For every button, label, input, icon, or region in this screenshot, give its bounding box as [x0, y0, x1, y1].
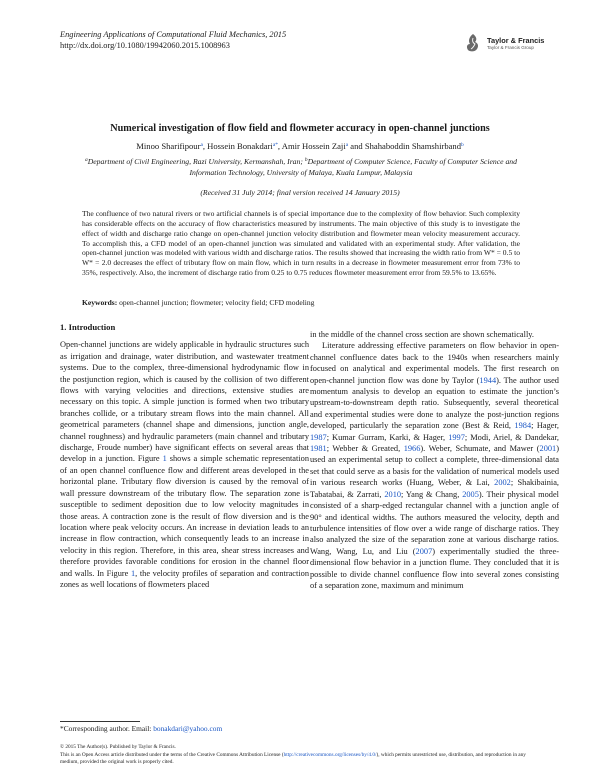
citation-link[interactable]: 1984	[514, 421, 532, 431]
figure-link[interactable]: 1	[162, 454, 167, 464]
taylor-francis-logo-icon	[463, 33, 483, 53]
journal-header	[60, 30, 286, 51]
citation-link[interactable]: 2005	[462, 489, 479, 499]
author-list: Minoo Sharifipour$^a$, Hossein Bonakdari$^{a*}$, Amir Hossein Zaji$^a$ and Shahaboddin Shamshirband$^b$	[136, 141, 464, 151]
abstract: The confluence of two natural rivers or two artificial channels is of special importance due to the complexity of flow behavior. Such complexity has considerable effects on the accuracy of flow characteristics measured by instruments. The main objective of this study is to investigate the effect of width and discharge ratio change on open-channel junction velocity distribution and flowmeter mean velocity measurement accuracy. To accomplish this, a CFD model of an open-channel junction was simulated and validated with an experimental study. After validation, the open-channel junction was modeled with various width and discharge ratios. The results showed that increasing the width ratio from W* = 0.5 to W* = 2.0 decreases the effect of tributary flow on main flow, which in turn results in a decrease in flowmeter measurement error from 73% to 35%, respectively. Also, the increment of discharge ratio from 0.25 to 0.75 reduces flowmeter measurement error from 59.5% to 13.65%.	[82, 209, 520, 278]
citation-link[interactable]: 1944	[479, 375, 497, 385]
publisher-sub: Taylor & Francis Group	[487, 45, 534, 50]
keywords-label: Keywords:	[82, 298, 118, 307]
license-url-link[interactable]: http://creativecommons.org/licenses/by/4.0/	[283, 751, 377, 758]
publisher-name: Taylor & Francis	[487, 36, 545, 45]
publisher-logo	[463, 33, 544, 53]
paper-title: Numerical investigation of flow field and flowmeter accuracy in open-channel junctions	[110, 123, 490, 134]
author-name: Minoo Sharifipour	[136, 141, 201, 151]
citation-link[interactable]: 2001	[539, 444, 557, 454]
doi-link[interactable]: http://dx.doi.org/10.1080/19942060.2015.1008963	[60, 40, 230, 50]
citation-link[interactable]: 2007	[415, 546, 433, 556]
citation-link[interactable]: 1981	[310, 444, 327, 454]
author-name: Amir Hossein Zaji	[281, 141, 346, 151]
literature-paragraph: Literature addressing effective parameters on flow behavior in open-channel confluence dates back to the 1940s when researchers mainly focused on analytical and experimental models. The first research on open-channel junction flow was done by Taylor (1944). The author used momentum analysis to develop an equation to estimate the junction’s upstream-to-downstream depth ratio. Subsequently, several theoretical and experimental studies were done to analyze the post-junction regions developed, particularly the separation zone (Best & Reid, 1984; Hager, 1987; Kumar Gurram, Karki, & Hager, 1997; Modi, Ariel, & Dandekar, 1981; Webber & Greated, 1966). Weber, Schumate, and Mawer (2001) used an experimental setup to collect a complete, three-dimensional data set that could serve as a basis for the validation of numerical models used in various research works (Huang, Weber, & Lai, 2002; Shakibainia, Tabatabai, & Zarrati, 2010; Yang & Chang, 2005). Their physical model consisted of a sharp-edged rectangular channel with a junction angle of 90° and identical widths. The authors measured the velocity, depth and turbulence intensities of flow over a wide range of discharge ratios. They also analyzed the size of the separation zone at various discharge ratios. Wang, Wang, Lu, and Liu (2007) experimentally studied the three-dimensional flow behavior in a junction flume. They concluded that it is possible to divide channel confluence flow into several zones consisting of a separation zone, maximum and minimum	[310, 341, 560, 590]
author-name: Hossein Bonakdari	[207, 141, 273, 151]
keywords	[82, 298, 520, 307]
intro-paragraph: Open-channel junctions are widely applicable in hydraulic structures such as irrigation and drainage, water distribution, and wastewater treatment systems. Due to the complex, three-dimensional hydrodynamic flow in the postjunction region, which is caused by the collision of two different flows with varying velocities and directions, extensive studies are necessary on this topic. A simple junction is formed when two tributary branches collide, or a tributary stream flows into the main channel. All geometrical parameters (channel shape and dimensions, junction angle, channel roughness) and hydraulic parameters (main channel and tributary discharge, Froude number) have significant effects on several areas that develop in a junction. Figure 1 shows a simple schematic representation of an open channel confluence flow and different areas developed in the horizontal plane. Tributary flow diversion is caused by the removal of wall pressure downstream of the tributary flow. The separation zone is susceptible to sediment deposition due to low velocity magnitudes in those areas. A contraction zone is the result of flow diversion and is the location where peak velocity occurs. An increase in deviation leads to an increase in flow contraction, which consequently leads to an increase in velocity in this region. Therefore, in this area, shear stress increases and therefore provides favorable conditions for erosion in the channel floor and walls. In Figure 1, the velocity profiles of separation and contraction zones as well locations of flowmeters placed	[60, 340, 309, 589]
section-heading: 1. Introduction	[60, 322, 116, 332]
author-affil-mark[interactable]: a	[200, 142, 203, 148]
author-affil-mark[interactable]: a*	[272, 142, 278, 148]
footnote-divider	[60, 721, 140, 722]
left-column	[60, 322, 309, 590]
email-link[interactable]: bonakdari@yahoo.com	[153, 724, 223, 733]
figure-link[interactable]: 1	[130, 568, 136, 578]
citation-link[interactable]: 1987	[310, 432, 327, 442]
copyright-line: © 2015 The Author(s). Published by Taylor & Francis.	[60, 744, 176, 750]
license-notice	[60, 744, 540, 767]
paragraph-continued: in the middle of the channel cross section are shown schematically.	[310, 330, 534, 339]
citation-link[interactable]: 2002	[494, 478, 511, 488]
author-affil-mark[interactable]: b	[461, 142, 464, 148]
affiliations: $^a$Department of Civil Engineering, Razi University, Kermanshah, Iran; $^b$Department of Computer Science, Faculty of Computer Science and Information Technology, University of Malaya, Kuala Lumpur, Malaysia	[85, 157, 517, 177]
keywords-text: open-channel junction; flowmeter; velocity field; CFD modeling	[117, 298, 315, 307]
citation-link[interactable]: 1966	[403, 444, 421, 454]
corresponding-author-note: *Corresponding author. Email: bonakdari@yahoo.com	[60, 724, 223, 733]
license-text: This is an Open Access article distributed under the terms of the Creative Commons Attribution License (http://creativecommons.org/licenses/by/4.0/), which permits unrestricted use, distribution, and reproduction in any medium, provided the original work is properly cited.	[60, 751, 526, 765]
received-dates: (Received 31 July 2014; final version received 14 January 2015)	[200, 188, 400, 197]
author-affil-mark[interactable]: a	[345, 142, 349, 148]
citation-link[interactable]: 2010	[384, 489, 402, 499]
author-name: Shahaboddin Shamshirband	[364, 141, 462, 151]
citation-link[interactable]: 1997	[448, 432, 465, 442]
journal-name: Engineering Applications of Computational Fluid Mechanics, 2015	[60, 30, 287, 39]
affiliation-b: Department of Computer Science, Faculty of Computer Science and Information Technology, University of Malaya, Kuala Lumpur, Malaysia	[189, 157, 517, 177]
affiliation-a: Department of Civil Engineering, Razi University, Kermanshah, Iran;	[87, 157, 305, 166]
right-column	[310, 329, 559, 591]
